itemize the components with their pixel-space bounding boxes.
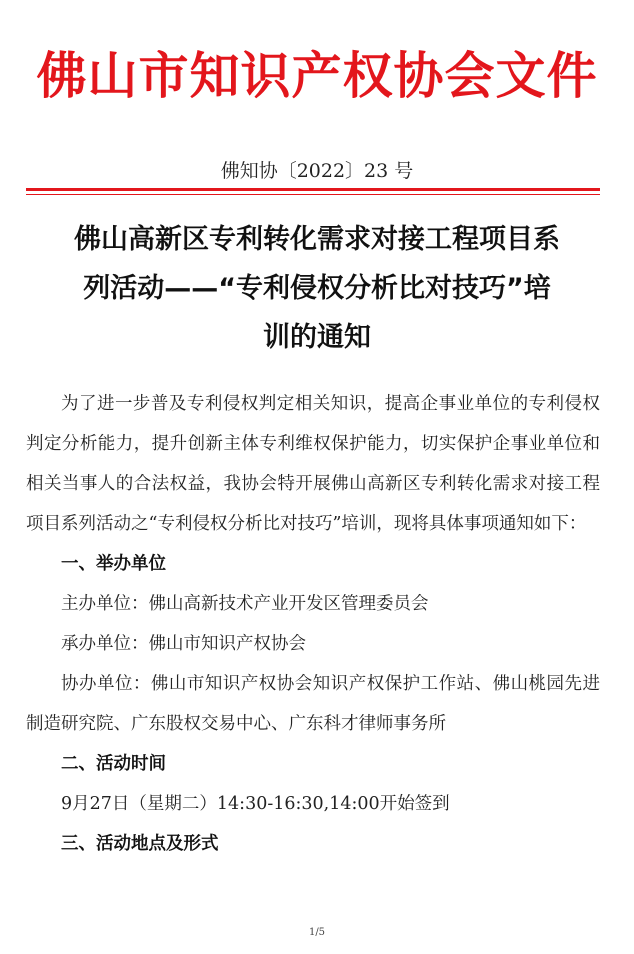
intro-paragraph: 为了进一步普及专利侵权判定相关知识，提高企事业单位的专利侵权判定分析能力，提升创新主体专利维权保护能力，切实保护企事业单位和相关当事人的合法权益，我协会特开展佛山高新区专利转化需求对接工程项目系列活动之“专利侵权分析比对技巧”培训，现将具体事项通知如下： [26,394,600,534]
section-heading-organizers: 一、举办单位 [61,554,166,574]
document-title [34,215,600,362]
document-title-line: 列活动——“专利侵权分析比对技巧”培 [83,273,551,304]
organizer-unit-line: 承办单位：佛山市知识产权协会 [61,634,306,654]
header-rule-thick [26,188,600,191]
section-heading-venue: 三、活动地点及形式 [61,834,219,854]
document-body [26,384,600,864]
co-organizer-unit-line: 协办单位：佛山市知识产权协会知识产权保护工作站、佛山桃园先进制造研究院、广东股权交易中心、广东科才律师事务所 [26,674,600,734]
document-title-line: 佛山高新区专利转化需求对接工程项目系 [74,224,560,255]
document-header-title: 佛山市知识产权协会文件 [36,46,598,105]
page-number: 1/5 [308,927,326,938]
section-heading-time: 二、活动时间 [61,754,166,774]
host-unit-line: 主办单位：佛山高新技术产业开发区管理委员会 [61,594,429,614]
document-title-line: 训的通知 [263,322,371,353]
document-number: 佛知协〔2022〕23 号 [220,160,414,182]
event-time-line: 9月27日（星期二）14:30-16:30,14:00开始签到 [61,794,450,814]
header-rule-thin [26,194,600,195]
